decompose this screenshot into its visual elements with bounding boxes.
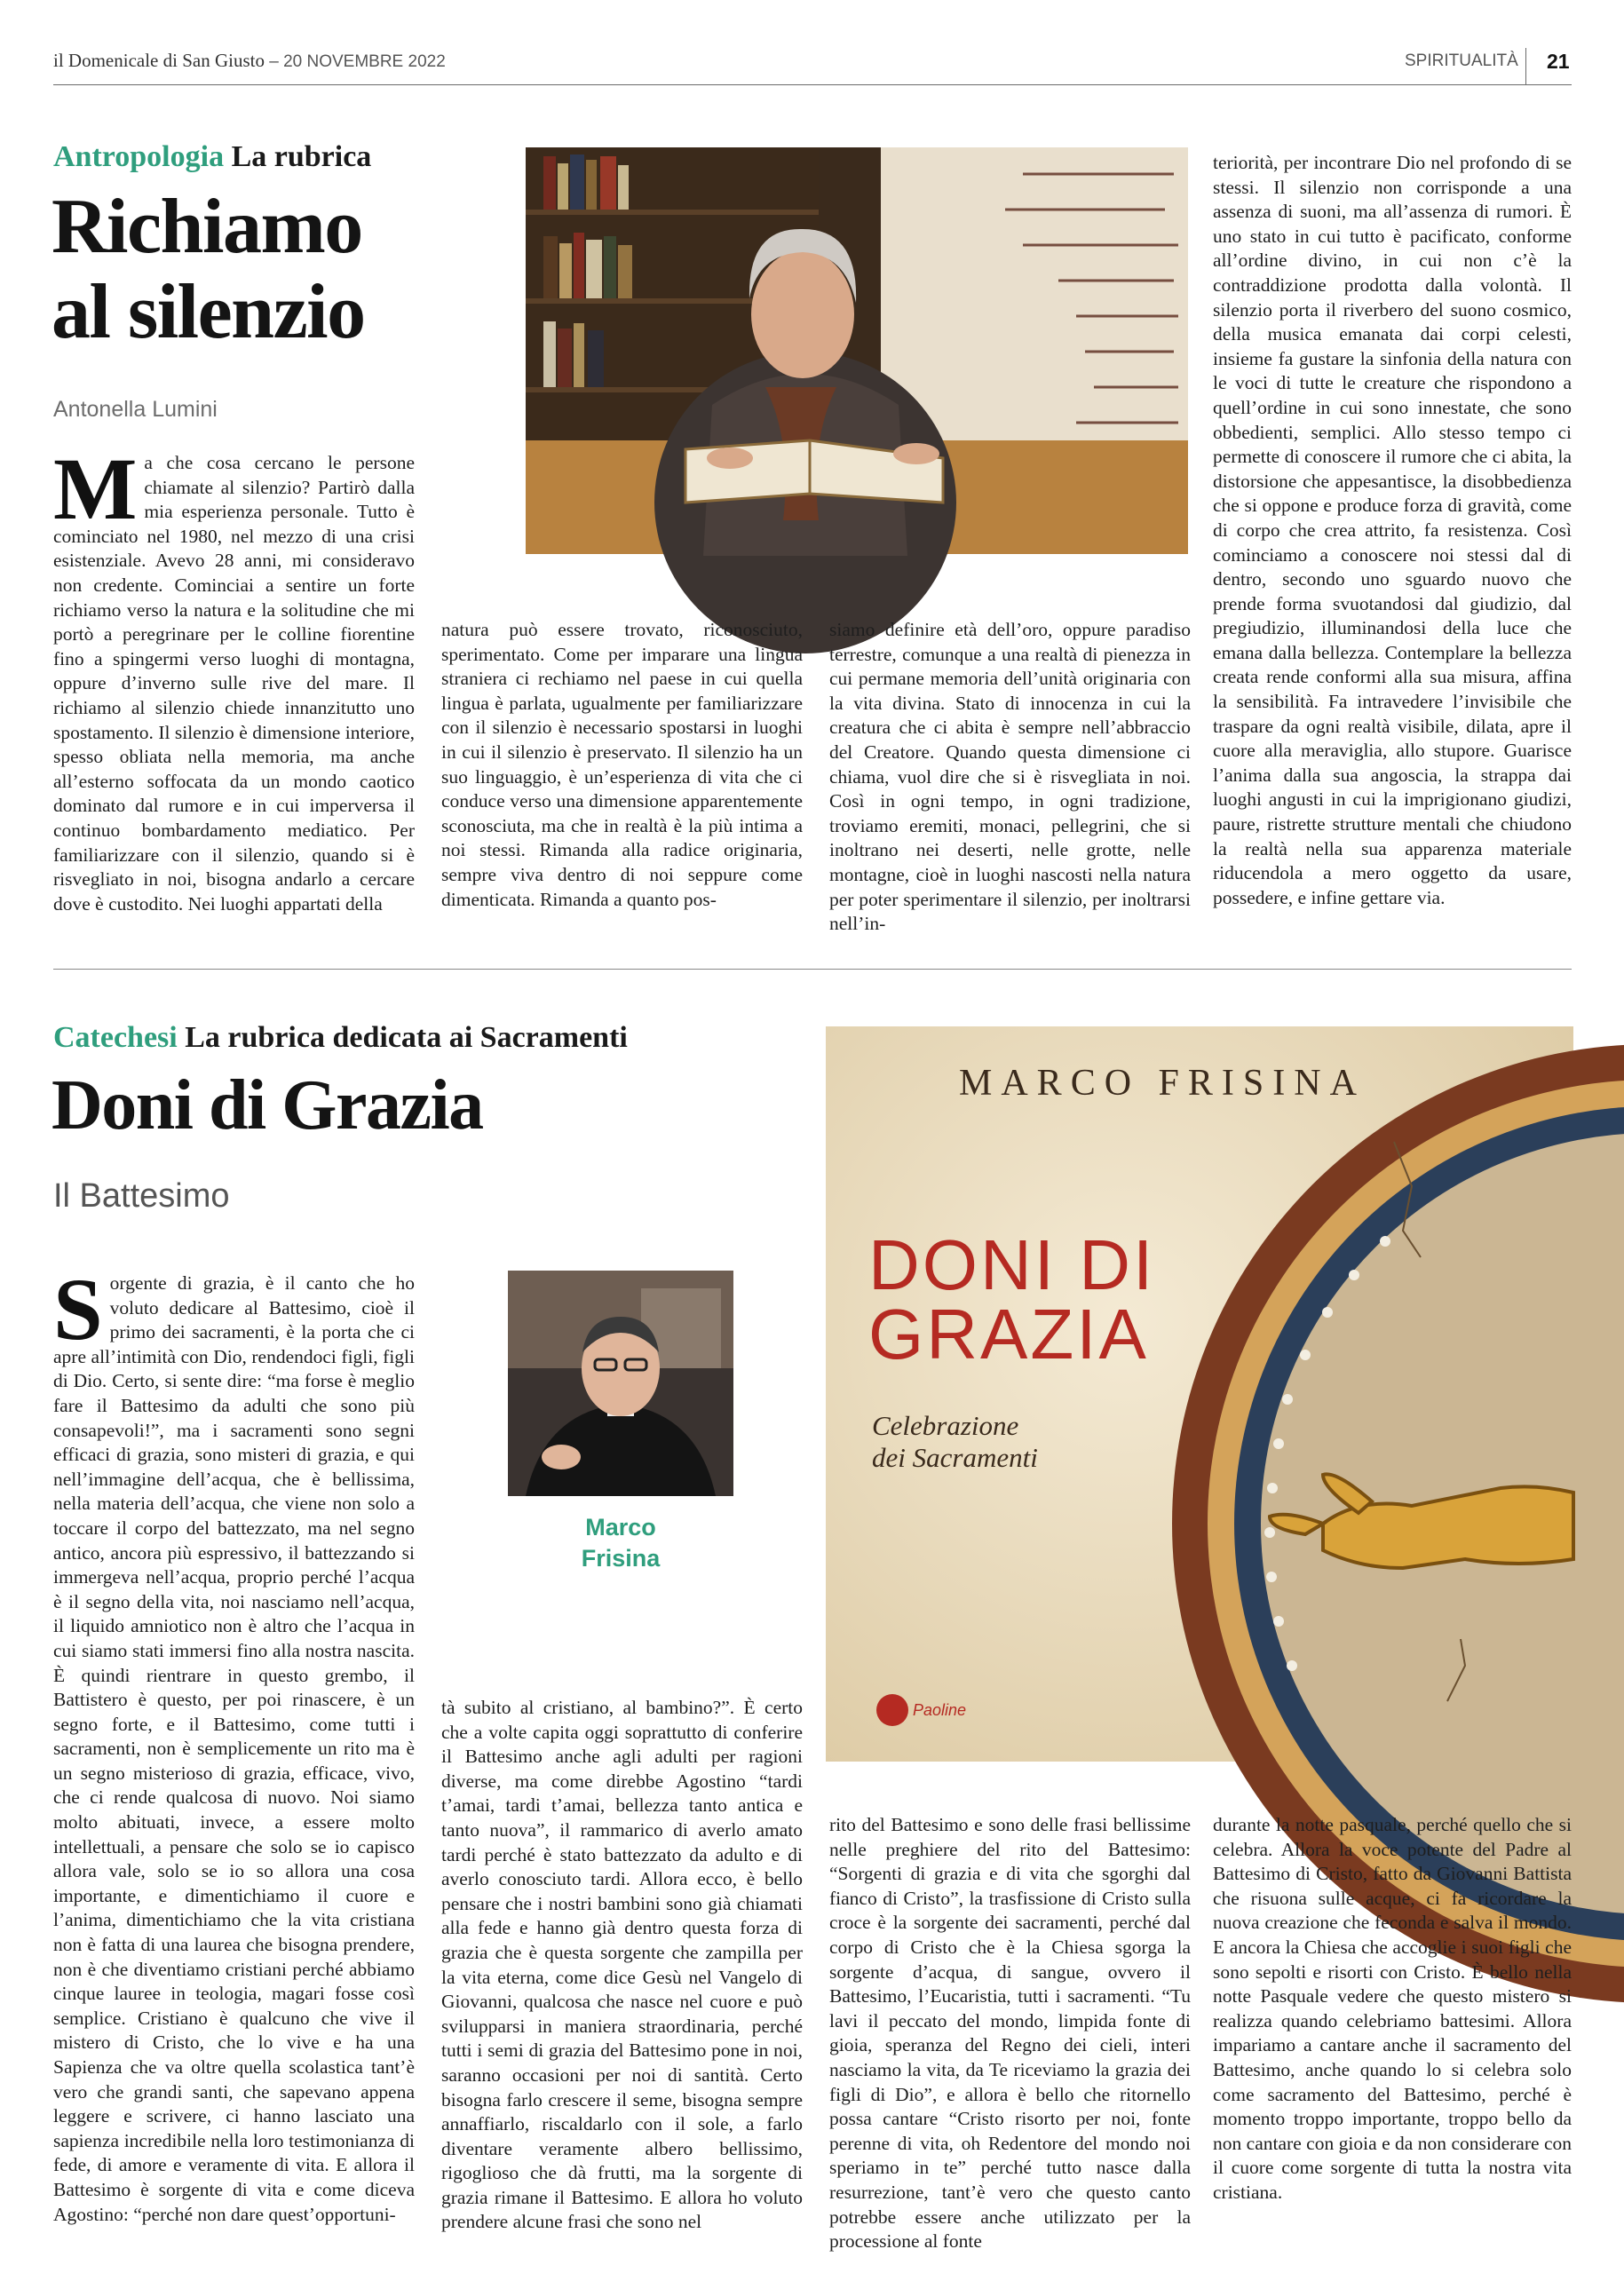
kicker-category: Antropologia: [53, 140, 225, 173]
title-line: Richiamo: [51, 184, 362, 270]
cover-title: [868, 1225, 1156, 1374]
article1-author: Antonella Lumini: [53, 397, 218, 422]
cover-title-line: GRAZIA: [868, 1295, 1149, 1374]
portrait-caption: [508, 1512, 733, 1574]
body-text: durante la notte pasquale, perché quello che si celebra. Allora la voce potente del Padre al Battesimo di Cristo, fatto da Giovanni Battista che risuona sulle acque, ci fa ricordare la nuova creazione che feconda e salva il mondo. E ancora la Chiesa che accoglie i suoi figli che sono sepolti e risorti con Cristo. È bello nella notte Pasquale vedere che questo mistero si realizza quando celebriamo battesimi. Allora impariamo a cantare anche il sacramento del Battesimo, anche quando lo si celebra solo come sacramento del Battesimo, perché è momento troppo importante, troppo bello da non cantare con gioia e da non considerare con il cuore come sorgente di tutta la nostra vita cristiana.: [1213, 1814, 1572, 2203]
marco-frisina-portrait: [508, 1271, 733, 1496]
cover-subtitle: [872, 1410, 1038, 1474]
article1-title: [51, 185, 365, 355]
section-name: SPIRITUALITÀ: [1405, 51, 1518, 70]
article2-column-3: [829, 1813, 1191, 2253]
cover-artwork: [826, 1026, 1573, 1762]
article2-column-2: [441, 1696, 803, 2233]
photo-illustration: [526, 147, 1188, 554]
caption-line: Marco: [585, 1514, 656, 1540]
publication-name: il Domenicale di San Giusto: [53, 50, 265, 71]
body-text: siamo definire età dell’oro, oppure paradiso terrestre, comunque a una realtà di pienezza in cui permane memoria dell’unità originaria con la vita divina. Stato di innocenza in cui la creatura che ci abita è sempre nell’abbraccio del Creatore. Quando questa dimensione ci chiama, vuol dire che si è risvegliata in noi. Così in ogni tempo, in ogni tradizione, troviamo eremiti, monaci, pellegrini, che si inoltrano nei deserti, nelle grotte, nelle montagne, cioè in luoghi nascosti nella natura per poter sperimentare il silenzio, per inoltrarsi nell’in-: [829, 619, 1191, 935]
article2-subtitle: Il Battesimo: [53, 1177, 230, 1215]
body-text: tà subito al cristiano, al bambino?”. È certo che a volte capita oggi soprattutto di conferire il Battesimo anche agli adulti per ragioni diverse, ma come direbbe Agostino “tardi t’amai, tardi t’amai, bellezza tanto antica e tanto nuova”, il rammarico di averlo amato tardi perché è stato battezzato da adulto e di averlo conosciuto tardi. Allora ecco, è bello pensare che i nostri bambini sono già chiamati alla fede e hanno già dentro questa forza di grazia che è questa sorgente che zampilla per la vita eterna, come dice Gesù nel Vangelo di Giovanni, qualcosa che nasce nel cuore e può svilupparsi in maniera straordinaria, perché tutti i semi di grazia del Battesimo pone in noi, saranno occasioni per noi di santità. Certo bisogna farlo crescere il seme, bisogna sempre annaffiarlo, riscaldarlo con il sole, a farlo diventare veramente albero bellissimo, rigoglioso che dà frutti, ma la sorgente di grazia rimane il Battesimo. E allora ho voluto prendere alcune frasi che sono nel: [441, 1697, 803, 2233]
drop-cap: M: [53, 440, 138, 538]
article1-kicker: [53, 140, 371, 174]
article2-column-4: [1213, 1813, 1572, 2229]
article2-title: Doni di Grazia: [51, 1066, 483, 1144]
caption-line: Frisina: [581, 1545, 661, 1572]
cover-title-line: DONI DI: [868, 1225, 1156, 1304]
portrait-illustration: [508, 1271, 733, 1496]
article1-column-2: [441, 618, 803, 911]
body-text: teriorità, per incontrare Dio nel profondo di se stessi. Il silenzio non corrisponde a una assenza di suoni, ma all’assenza di rumori. È uno stato in cui tutto è pacificato, conforme all’ordine divino, in cui non c’è la contraddizione prodotta dalla volontà. Il silenzio porta il riverbero del suono cosmico, della musica emanata dai corpi celesti, insieme fa gustare la sinfonia della natura con le voci di tutte le creature che rispondono a quell’ordine in cui sono innestate, che sono obbedienti, semplici. Allo stesso tempo ci permette di conoscere il rumore che ci abita, la distorsione che appesantisce, la disobbedienza che si oppone e produce forza di gravità, come di corpo che crea attrito, fa resistenza. Così cominciamo a conoscere noi stessi dal di dentro, secondo uno sguardo nuovo che prende forma svuotandosi dal giudizio, dal pregiudizio, illuminandosi della luce che emana dalla bellezza. Contemplare la bellezza creata rende conformi alla sua misura, affina la sensibilità. Fa intravedere l’invisibile che traspare da ogni realtà visibile, dilata, apre il cuore alla meraviglia, allo stupore. Guarisce l’anima dalla sua angoscia, la strappa dai luoghi angusti in cui la imprigionano giudizi, paure, ristrette strutture mentali che chiudono la realtà nella sua apparenza materiale riducendola a mero oggetto da usare, possedere, e infine gettare via.: [1213, 152, 1572, 908]
author-photo: [526, 147, 1188, 554]
issue-date: – 20 NOVEMBRE 2022: [269, 52, 446, 71]
article1-column-3: [829, 618, 1191, 935]
cover-subtitle-line: Celebrazione: [872, 1410, 1019, 1441]
header-rule: [53, 84, 1572, 85]
kicker-category: Catechesi: [53, 1021, 178, 1054]
article1-column-1: [53, 440, 415, 915]
body-text: natura può essere trovato, riconosciuto, sperimentato. Come per imparare una lingua straniera ci rechiamo nel paese in cui quella lingua è parlata, ugualmente per familiarizzare con il silenzio è necessario spostarsi in luoghi in cui il silenzio è preservato. Il silenzio ha un suo linguaggio, è un’esperienza di vita che ci conduce verso una dimensione apparentemente sconosciuta, ma che in realtà è la più intima a noi stessi. Rimanda alla radice originaria, sempre viva dentro di noi seppure come dimenticata. Rimanda a quanto pos-: [441, 619, 803, 910]
page-number: 21: [1547, 50, 1570, 73]
running-header: [53, 50, 446, 72]
cover-subtitle-line: dei Sacramenti: [872, 1442, 1038, 1473]
article1-column-4: [1213, 151, 1572, 911]
header-separator: [1525, 48, 1526, 85]
kicker-rubric: La rubrica dedicata ai Sacramenti: [185, 1021, 628, 1054]
kicker-rubric: La rubrica: [231, 140, 372, 173]
label-logo: Paoline: [913, 1701, 967, 1719]
body-text: a che cosa cercano le persone chiamate al silenzio? Partirò dalla mia esperienza personale. Tutto è cominciato nel 1980, nel mezzo di una crisi esistenziale. Avevo 28 anni, mi consideravo non credente. Cominciai a sentire un forte richiamo verso la natura e la solitudine che mi portò a peregrinare per le colline fiorentine fino a spingermi verso luoghi di montagna, oppure d’inverno sulle rive del mare. Il richiamo al silenzio chiede innanzitutto uno spostamento. Il silenzio è dimensione interiore, spesso obliata nella memoria, ma anche all’esterno soffocata da un mondo caotico dominato dal rumore e in cui imperversa il continuo bombardamento mediatico. Per familiarizzare con il silenzio, quando si è risvegliato in noi, bisogna andarlo a cercare dove è custodito. Nei luoghi appartati della: [53, 452, 415, 915]
article2-kicker: [53, 1021, 628, 1055]
album-cover: [826, 1026, 1573, 1762]
section-divider: [53, 969, 1572, 970]
title-line: al silenzio: [51, 269, 365, 355]
body-text: orgente di grazia, è il canto che ho voluto dedicare al Battesimo, cioè il primo dei sacramenti, è la porta che ci apre all’intimità con Dio, rendendoci figli, figli di Dio. Certo, si sente dire: “ma forse è meglio fare il Battesimo da adulti che sono più consapevoli!”, ma i sacramenti sono segni efficaci di grazia, sono misteri di grazia, e qui nell’immagine dell’acqua, che è bellissima, nella materia dell’acqua, che viene non solo a toccare il corpo del battezzato, ma nel segno antico, ancora più espressivo, il battezzando si immergeva nell’acqua, proprio perché l’acqua è il segno della vita, noi nasciamo nell’acqua, il liquido amniotico non è altro che l’acqua in cui siamo stati immersi fino alla nostra nascita. È quindi rientrare in questo grembo, il Battistero è questo, per poi rinascere, è un segno forte, e il Battesimo, come tutti i sacramenti, non è semplicemente un rito ma è un segno misterioso di grazia, efficace, vivo, che ci rende qualcosa di nuovo. Noi siamo molto abituati, invece, a essere molto intellettuali, a pensare che solo se io capisco allora vale, solo se io so allora una cosa importante, e dimentichiamo il cuore e l’anima, dimentichiamo che la vita cristiana non è fatta di una laurea che bisogna prendere, non è che diventiamo cristiani perché abbiamo cinque lauree in teologia, magari fosse così semplice. Cristiano è qualcuno che vive il mistero di Cristo, che lo vive e ha una Sapienza che va oltre quella scolastica tant’è vero che grandi santi, che sapevano appena leggere e scrivere, ci hanno lasciato una sapienza incredibile nella loro testimonianza di fede, di amore e veramente di vita. E allora il Battesimo è sorgente di vita e come diceva Agostino: “perché non dare quest’opportuni-: [53, 1272, 415, 2225]
article2-column-1: [53, 1260, 415, 2229]
drop-cap: S: [53, 1260, 103, 1358]
body-text: rito del Battesimo e sono delle frasi bellissime nelle preghiere del rito del Battesimo: “Sorgenti di grazia e di vita che sgorghi dal fianco di Cristo”, la trasfissione di Cristo sulla croce è la sorgente dei sacramenti, perché dal corpo di Cristo che è la Chiesa sgorga la sorgente d’acqua, di sangue, ovvero il Battesimo, l’Eucaristia, tutti i sacramenti. “Tu lavi il peccato del mondo, limpida fonte di gioia, speranza del Regno dei cieli, interi nasciamo la vita, da Te riceviamo la grazia dei figli di Dio”, e allora è bello che ritornello possa cantare “Cristo risorto per noi, fonte perenne di vita, oh Redentore del mondo noi speriamo in te” perché tutto nasce dalla resurrezione, tant’è vero che questo canto potrebbe essere anche utilizzato per la processione al fonte: [829, 1814, 1191, 2253]
cover-artist: MARCO FRISINA: [959, 1063, 1366, 1104]
